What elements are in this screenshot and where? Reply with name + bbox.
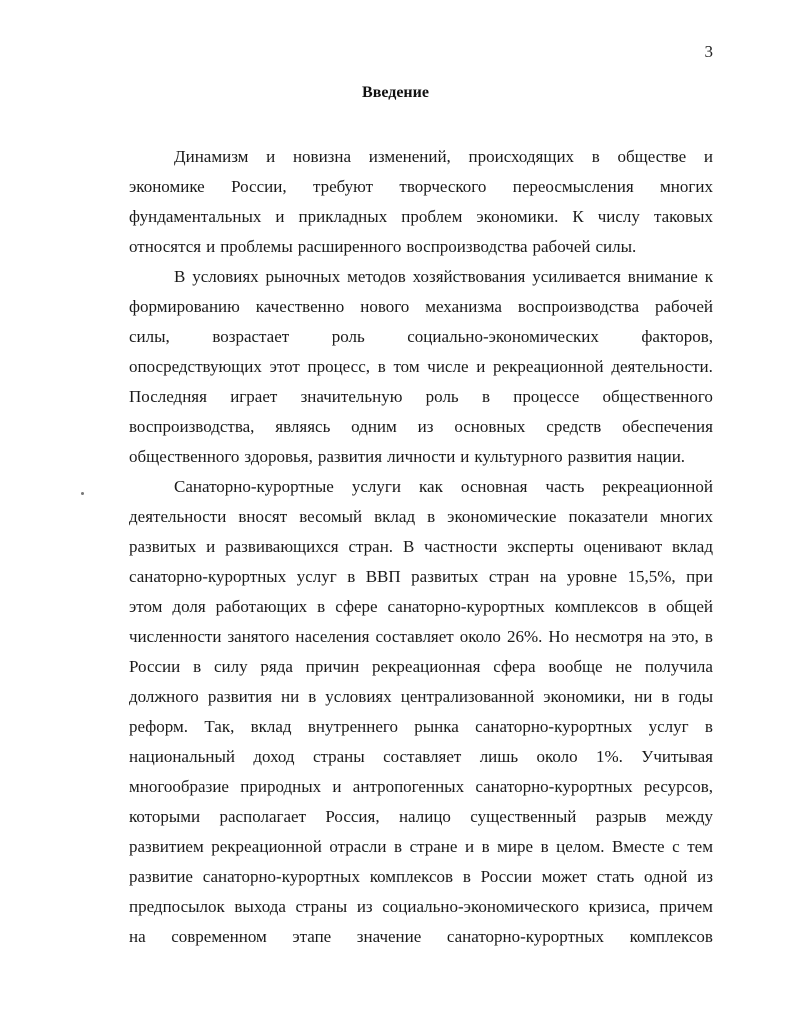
text-line: силы, возрастает роль социально-экономических факторов, <box>129 327 713 346</box>
text-line: национальный доход страны составляет лишь около 1%. Учитывая <box>129 747 713 766</box>
text-line: опосредствующих этот процесс, в том числе и рекреационной деятельности. <box>129 357 713 376</box>
text-line: Санаторно-курортные услуги как основная часть рекреационной <box>174 477 713 496</box>
text-line: на современном этапе значение санаторно-курортных комплексов <box>129 927 713 946</box>
text-line: России в силу ряда причин рекреационная сфера вообще не получила <box>129 657 713 676</box>
text-line: предпосылок выхода страны из социально-экономического кризиса, причем <box>129 897 713 916</box>
text-line: численности занятого населения составляет около 26%. Но несмотря на это, в <box>129 627 713 646</box>
text-line: экономике России, требуют творческого переосмысления многих <box>129 177 713 196</box>
page-number: 3 <box>704 42 713 61</box>
text-line: формированию качественно нового механизма воспроизводства рабочей <box>129 297 713 316</box>
body-text <box>129 142 713 952</box>
text-line: которыми располагает Россия, налицо существенный разрыв между <box>129 807 713 826</box>
text-line: санаторно-курортных услуг в ВВП развитых стран на уровне 15,5%, при <box>129 567 713 586</box>
text-line: развитие санаторно-курортных комплексов в России может стать одной из <box>129 867 713 886</box>
text-line: В условиях рыночных методов хозяйствования усиливается внимание к <box>174 267 713 286</box>
text-line: Динамизм и новизна изменений, происходящих в обществе и <box>174 147 713 166</box>
text-line: относятся и проблемы расширенного воспроизводства рабочей силы. <box>129 237 637 256</box>
text-line: общественного здоровья, развития личности и культурного развития нации. <box>129 447 686 466</box>
text-line: воспроизводства, являясь одним из основных средств обеспечения <box>129 417 713 436</box>
text-line: фундаментальных и прикладных проблем экономики. К числу таковых <box>129 207 713 226</box>
text-line: реформ. Так, вклад внутреннего рынка санаторно-курортных услуг в <box>129 717 713 736</box>
text-line: должного развития ни в условиях централизованной экономики, ни в годы <box>129 687 713 706</box>
scan-speck <box>81 492 84 495</box>
text-line: развитием рекреационной отрасли в стране и в мире в целом. Вместе с тем <box>129 837 713 856</box>
text-line: деятельности вносят весомый вклад в экономические показатели многих <box>129 507 713 526</box>
text-line: Последняя играет значительную роль в процессе общественного <box>129 387 713 406</box>
text-line: многообразие природных и антропогенных санаторно-курортных ресурсов, <box>129 777 713 796</box>
text-line: развитых и развивающихся стран. В частности эксперты оценивают вклад <box>129 537 713 556</box>
section-title: Введение <box>362 84 429 101</box>
text-line: этом доля работающих в сфере санаторно-курортных комплексов в общей <box>129 597 713 616</box>
